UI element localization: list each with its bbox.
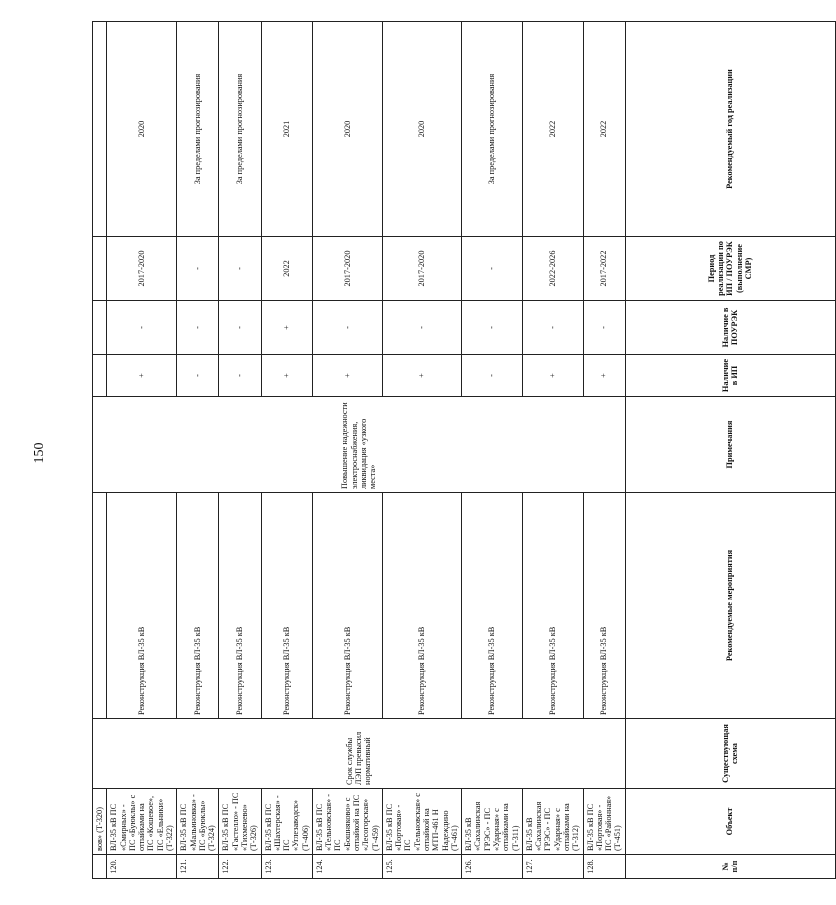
- measures-cell: [93, 493, 107, 719]
- object-cell: ВЛ-35 кВ ПС «Мальиновка» - ПС «Буюклы» (Т-324): [177, 789, 219, 855]
- header-in-ip: Наличие в ИП: [625, 355, 835, 397]
- period-cell: 2017-2020: [382, 237, 461, 301]
- measures-cell: Реконструкция ВЛ-35 кВ: [462, 493, 523, 719]
- header-notes: Примечания: [625, 397, 835, 493]
- period-cell: -: [177, 237, 219, 301]
- year-cell: За пределами прогнозирования: [219, 22, 261, 237]
- object-cell: ВЛ-35 кВ ПС «Гастелло» - ПС «Тихменево» (Т-326): [219, 789, 261, 855]
- period-cell: -: [219, 237, 261, 301]
- header-in-pourk: Наличие в ПОУРЭК: [625, 301, 835, 355]
- measures-cell: Реконструкция ВЛ-35 кВ: [583, 493, 625, 719]
- in-pourk-cell: -: [219, 301, 261, 355]
- row-number-cell: 126.: [462, 855, 523, 879]
- header-measures: Рекомендуемые мероприятия: [625, 493, 835, 719]
- object-cell: ВЛ-35 кВ «Сахалинская ГРЭС» - ПС «Ударная» с отпайками на (Т-311): [462, 789, 523, 855]
- year-cell: 2021: [261, 22, 312, 237]
- header-existing-scheme: Существующая схема: [625, 719, 835, 789]
- in-ip-cell: +: [261, 355, 312, 397]
- in-ip-cell: +: [312, 355, 382, 397]
- period-cell: 2022-2026: [522, 237, 583, 301]
- in-pourk-cell: -: [522, 301, 583, 355]
- row-number-cell: 124.: [312, 855, 382, 879]
- in-pourk-cell: -: [312, 301, 382, 355]
- row-number-cell: 121.: [177, 855, 219, 879]
- in-pourk-cell: +: [261, 301, 312, 355]
- measures-cell: Реконструкция ВЛ-35 кВ: [219, 493, 261, 719]
- period-cell: 2017-2022: [583, 237, 625, 301]
- table-header-row: [625, 22, 835, 879]
- in-ip-cell: [93, 355, 107, 397]
- object-cell: ВЛ-35 кВ «Сахалинская ГРЭС» - ПС «Ударная» с отпайками на (Т-312): [522, 789, 583, 855]
- row-number-cell: 120.: [107, 855, 177, 879]
- row-number-cell: 122.: [219, 855, 261, 879]
- year-cell: [93, 22, 107, 237]
- in-ip-cell: +: [522, 355, 583, 397]
- header-year: Рекомендуемый год реализации: [625, 22, 835, 237]
- in-ip-cell: +: [382, 355, 461, 397]
- object-cell: ВЛ-35 кВ ПС «Шахтерская» - ПС «Углезаводск» (Т-406): [261, 789, 312, 855]
- year-cell: 2020: [107, 22, 177, 237]
- in-pourk-cell: -: [177, 301, 219, 355]
- in-ip-cell: +: [583, 355, 625, 397]
- in-ip-cell: +: [107, 355, 177, 397]
- measures-cell: Реконструкция ВЛ-35 кВ: [261, 493, 312, 719]
- row-number-cell: [93, 855, 107, 879]
- in-pourk-cell: [93, 301, 107, 355]
- object-cell: ВЛ-35 кВ ПС «Портовая» - ПС «Тельновская» с отпайкой на МТП-461 Н Надеждино (Т-461): [382, 789, 461, 855]
- row-number-cell: 125.: [382, 855, 461, 879]
- year-cell: За пределами прогнозирования: [177, 22, 219, 237]
- period-cell: 2017-2020: [107, 237, 177, 301]
- year-cell: 2020: [312, 22, 382, 237]
- page-number: 150: [32, 442, 47, 464]
- in-pourk-cell: -: [583, 301, 625, 355]
- measures-cell: Реконструкция ВЛ-35 кВ: [312, 493, 382, 719]
- rotated-table-container: [92, 22, 754, 879]
- in-ip-cell: -: [177, 355, 219, 397]
- in-pourk-cell: -: [382, 301, 461, 355]
- row-number-cell: 127.: [522, 855, 583, 879]
- year-cell: 2020: [382, 22, 461, 237]
- existing-scheme-cell: Срок службы ЛЭП превысил нормативный: [93, 719, 626, 789]
- measures-cell: Реконструкция ВЛ-35 кВ: [522, 493, 583, 719]
- year-cell: 2022: [522, 22, 583, 237]
- object-cell: ВЛ-35 кВ ПС «Портовая» - ПС «Районная» (Т-451): [583, 789, 625, 855]
- in-ip-cell: -: [462, 355, 523, 397]
- in-pourk-cell: -: [462, 301, 523, 355]
- year-cell: 2022: [583, 22, 625, 237]
- measures-cell: Реконструкция ВЛ-35 кВ: [177, 493, 219, 719]
- row-number-cell: 123.: [261, 855, 312, 879]
- period-cell: 2017-2020: [312, 237, 382, 301]
- measures-cell: Реконструкция ВЛ-35 кВ: [382, 493, 461, 719]
- in-pourk-cell: -: [107, 301, 177, 355]
- period-cell: 2022: [261, 237, 312, 301]
- measures-table: [92, 21, 836, 879]
- object-cell: вов» (Т-320): [93, 789, 107, 855]
- object-cell: ВЛ-35 кВ ПС «Смирных» - ПС «Буюклы» с отпайками на ПС «Кошевое», ПС «Ельники» (Т-322): [107, 789, 177, 855]
- in-ip-cell: -: [219, 355, 261, 397]
- table-row: [93, 22, 107, 879]
- measures-cell: Реконструкция ВЛ-35 кВ: [107, 493, 177, 719]
- notes-cell: Повышение надежности электроснабжения, ликвидация «узкого места»: [93, 397, 626, 493]
- period-cell: -: [462, 237, 523, 301]
- year-cell: За пределами прогнозирования: [462, 22, 523, 237]
- header-num: № п/п: [625, 855, 835, 879]
- period-cell: [93, 237, 107, 301]
- row-number-cell: 128.: [583, 855, 625, 879]
- header-period: Период реализации по ИП / ПОУРЭК (выполнение СМР): [625, 237, 835, 301]
- header-object: Объект: [625, 789, 835, 855]
- object-cell: ВЛ-35 кВ ПС «Тельновская» - ПС «Бошняково» с отпайкой на ПС «Лесогорская» (Т-459): [312, 789, 382, 855]
